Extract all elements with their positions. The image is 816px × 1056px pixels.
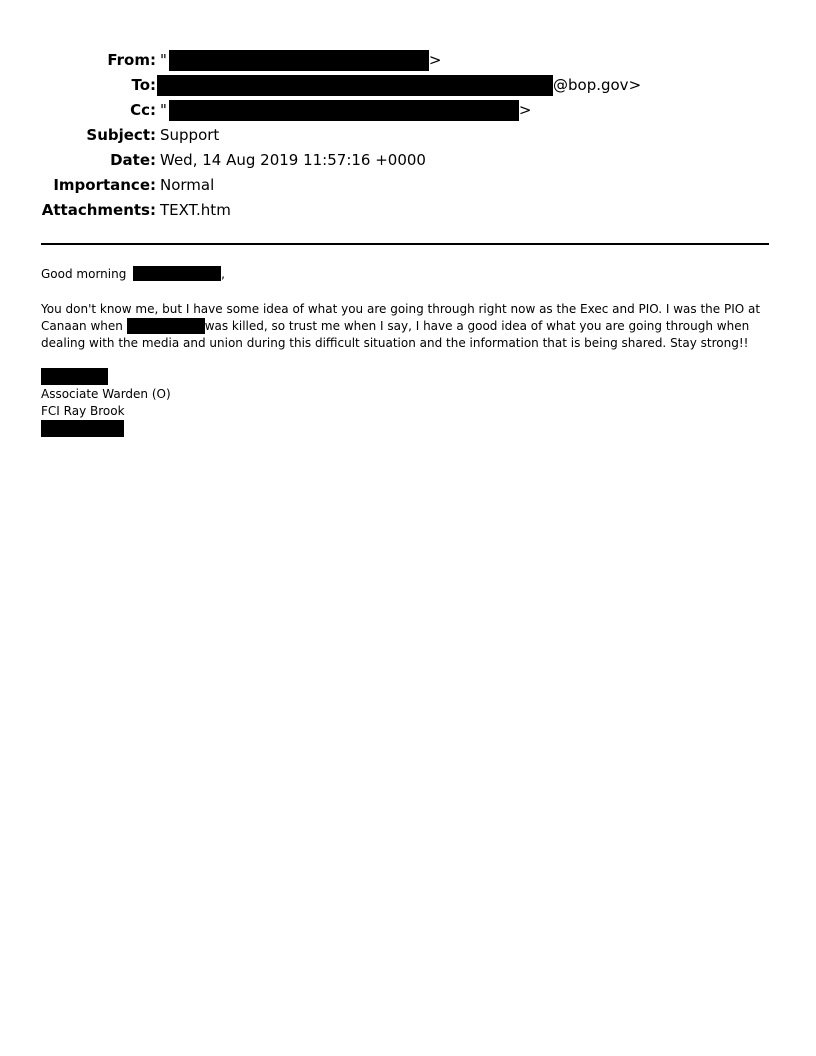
- from-label: From:: [107, 51, 156, 69]
- importance-label: Importance:: [53, 176, 156, 194]
- date-row: [0, 148, 816, 173]
- signature-block: [41, 368, 776, 437]
- cc-value: [160, 98, 531, 123]
- signature-title: Associate Warden (O): [41, 387, 171, 401]
- cc-label: Cc:: [130, 101, 156, 119]
- cc-row: [0, 98, 816, 123]
- to-label: To:: [131, 76, 156, 94]
- subject-label: Subject:: [86, 126, 156, 144]
- cc-prefix: ": [160, 101, 167, 119]
- to-row: [0, 73, 816, 98]
- cc-redaction: [169, 100, 519, 121]
- attachments-label: Attachments:: [41, 201, 156, 219]
- paragraph-part-2: was killed, so trust me when I say, I have a good idea of what you are going through when dealing with the media and union during this difficult situation and the information that is being shared. Stay strong!!: [41, 319, 750, 350]
- paragraph-part-1: You don't know me, but I have some idea of what you are going through right now as the Exec and PIO. I was the PIO at Canaan when: [41, 302, 761, 333]
- from-value: [160, 48, 441, 73]
- from-redaction: [169, 50, 429, 71]
- signature-phone-redaction: [41, 420, 124, 437]
- attachments-value: TEXT.htm: [160, 201, 231, 219]
- from-prefix: ": [160, 51, 167, 69]
- to-suffix: @bop.gov>: [553, 76, 642, 94]
- name-redaction: [127, 318, 205, 334]
- signature-location: FCI Ray Brook: [41, 404, 125, 418]
- from-suffix: >: [428, 51, 442, 69]
- cc-suffix: >: [518, 101, 532, 119]
- subject-row: [0, 123, 816, 148]
- importance-row: [0, 173, 816, 198]
- header-divider: [41, 243, 769, 245]
- attachments-row: [0, 198, 816, 223]
- email-header: [0, 48, 816, 223]
- sender-name-redaction: [41, 368, 108, 385]
- importance-value: Normal: [160, 176, 215, 194]
- greeting-text: Good morning: [41, 267, 127, 281]
- greeting-line: [41, 266, 776, 283]
- to-value: [157, 73, 641, 98]
- to-redaction: [157, 75, 553, 96]
- message-paragraph: [41, 301, 776, 352]
- greeting-comma: ,: [221, 267, 225, 281]
- subject-value: Support: [160, 126, 220, 144]
- from-row: [0, 48, 816, 73]
- date-value: Wed, 14 Aug 2019 11:57:16 +0000: [160, 151, 426, 169]
- date-label: Date:: [110, 151, 156, 169]
- recipient-name-redaction: [133, 266, 221, 281]
